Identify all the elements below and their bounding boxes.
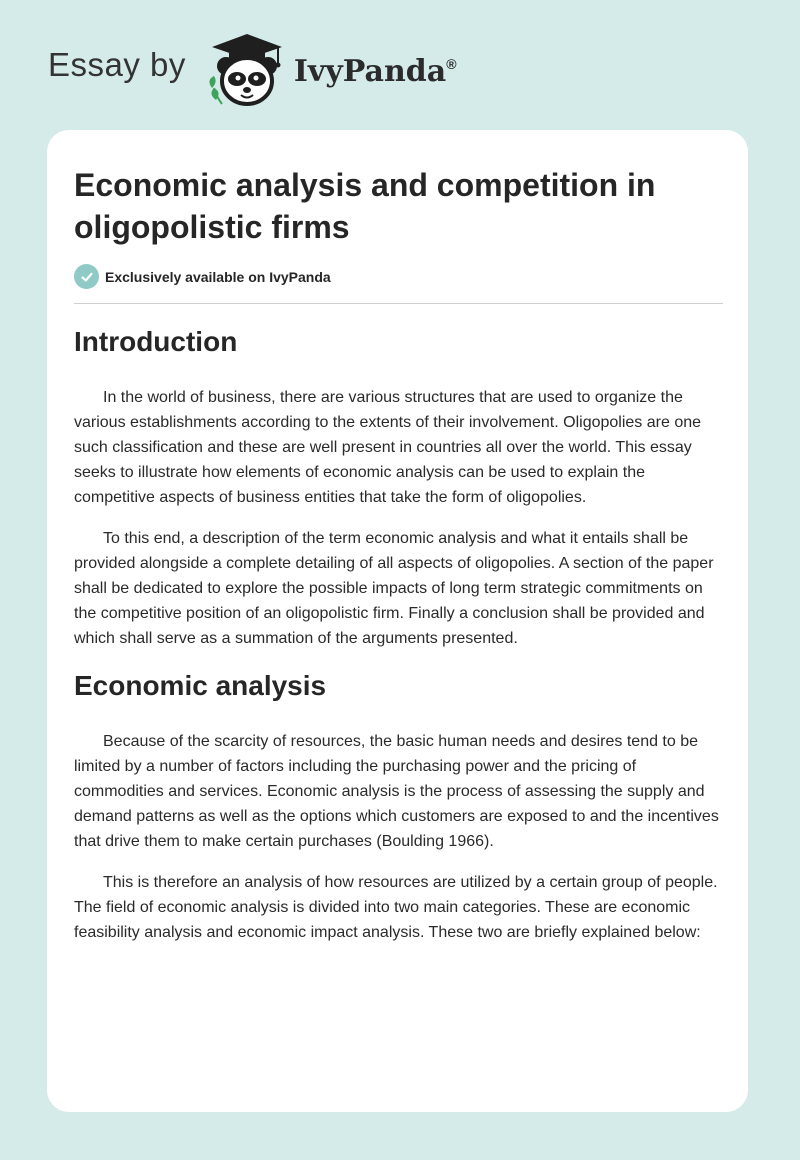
exclusive-badge-label: Exclusively available on IvyPanda bbox=[105, 268, 331, 285]
registered-mark: ® bbox=[446, 55, 457, 72]
essay-by-label: Essay by bbox=[48, 46, 186, 83]
site-header bbox=[48, 30, 457, 110]
paragraph: To this end, a description of the term economic analysis and what it entails shall be provided alongside a complete detailing of all aspects of oligopolies. A section of the paper shall be dedicated to explore the possible impacts of long term strategic commitments on the competitive position of an oligopolistic firm. Finally a conclusion shall be provided and which shall serve as a summation of the arguments presented. bbox=[74, 530, 714, 647]
exclusive-badge bbox=[74, 264, 331, 289]
brand-name[interactable]: IvyPanda® bbox=[293, 53, 457, 89]
section-heading-economic-analysis: Economic analysis bbox=[74, 670, 327, 701]
article-title: Economic analysis and competition in oligopolistic firms bbox=[74, 167, 656, 245]
section-heading-introduction: Introduction bbox=[74, 326, 238, 357]
paragraph: In the world of business, there are various structures that are used to organize the various establishments according to the extents of their involvement. Oligopolies are one such classification and these are well present in countries all over the world. This essay seeks to illustrate how elements of economic analysis can be used to explain the competitive aspects of business entities that take the form of oligopolies. bbox=[74, 389, 702, 506]
check-icon bbox=[74, 264, 99, 289]
paragraph: This is therefore an analysis of how resources are utilized by a certain group of people. The field of economic analysis is divided into two main categories. These are economic feasibility analysis and economic impact analysis. These two are briefly explained below: bbox=[74, 874, 718, 941]
paragraph: Because of the scarcity of resources, the basic human needs and desires tend to be limited by a number of factors including the purchasing power and the pricing of commodities and services. Economic analysis is the process of assessing the supply and demand patterns as well as the options which customers are exposed to and the incentives that drive them to make certain purchases (Boulding 1966). bbox=[74, 733, 719, 850]
ivypanda-logo-icon[interactable] bbox=[202, 30, 292, 110]
title-divider bbox=[74, 303, 723, 304]
article-card bbox=[47, 130, 748, 1112]
